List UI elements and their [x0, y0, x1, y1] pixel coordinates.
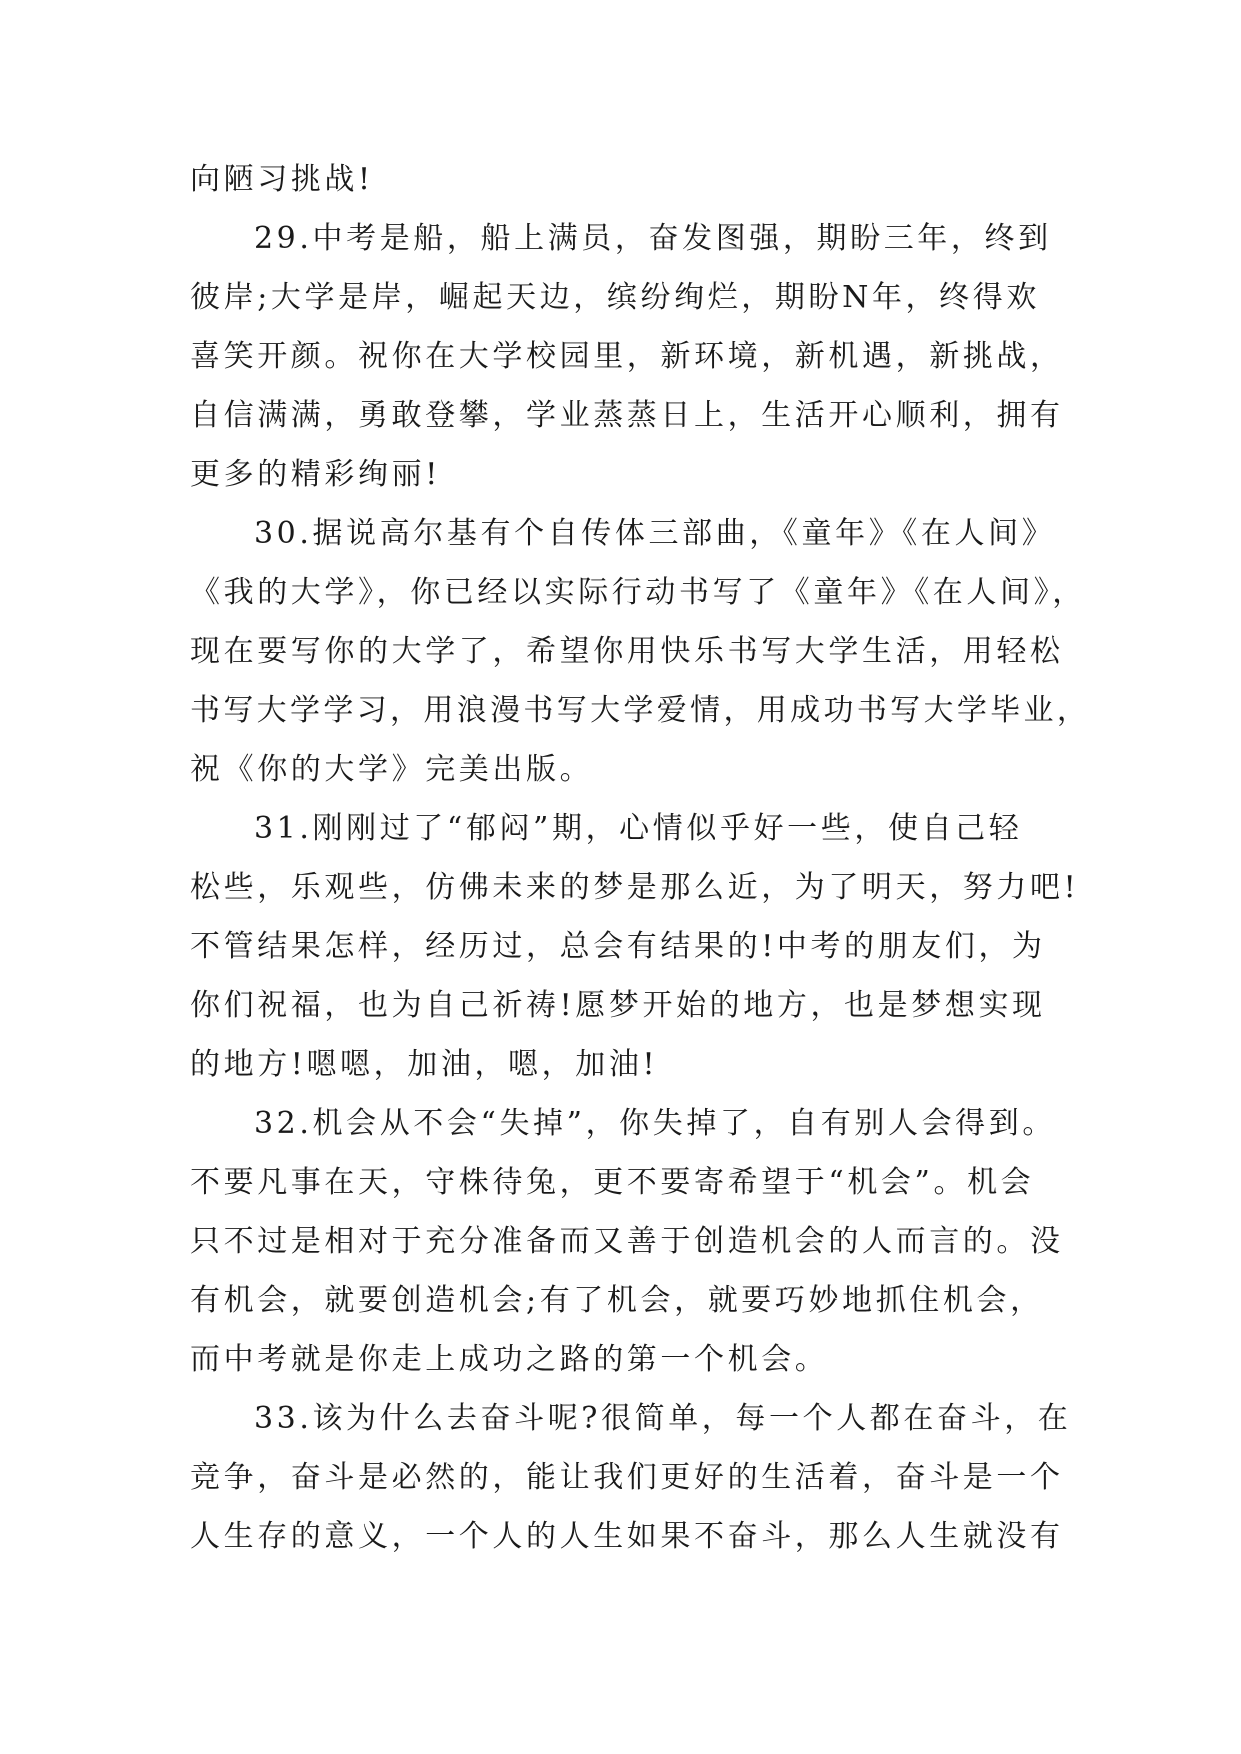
text-line: 32.机会从不会“失掉”，你失掉了，自有别人会得到。: [254, 1106, 1056, 1141]
text-line: 《我的大学》，你已经以实际行动书写了《童年》《在人间》，: [190, 575, 1086, 610]
text-line: 祝《你的大学》完美出版。: [190, 752, 594, 787]
text-line: 而中考就是你走上成功之路的第一个机会。: [190, 1342, 829, 1377]
text-line: 不管结果怎样，经历过，总会有结果的!中考的朋友们，为: [190, 929, 1046, 964]
text-line: 向陋习挑战!: [190, 162, 374, 197]
paragraph-32: [190, 1094, 1070, 1389]
text-line: 有机会，就要创造机会;有了机会，就要巧妙地抓住机会，: [190, 1283, 1044, 1318]
text-line: 人生存的意义，一个人的人生如果不奋斗，那么人生就没有: [190, 1519, 1064, 1554]
text-line: 喜笑开颜。祝你在大学校园里，新环境，新机遇，新挑战，: [190, 339, 1064, 374]
paragraph-31: [190, 799, 1080, 1094]
paragraph-continuation: [190, 150, 1070, 209]
text-line: 33.该为什么去奋斗呢?很简单，每一个人都在奋斗，在: [254, 1401, 1072, 1436]
text-line: 现在要写你的大学了，希望你用快乐书写大学生活，用轻松: [190, 634, 1064, 669]
text-line: 书写大学学习，用浪漫书写大学爱情，用成功书写大学毕业，: [190, 693, 1091, 728]
text-line: 的地方!嗯嗯，加油，嗯，加油!: [190, 1047, 659, 1082]
text-line: 松些，乐观些，仿佛未来的梦是那么近，为了明天，努力吧!: [190, 870, 1080, 905]
paragraph-33: [190, 1389, 1070, 1566]
text-line: 竞争，奋斗是必然的，能让我们更好的生活着，奋斗是一个: [190, 1460, 1064, 1495]
paragraph-30: [190, 504, 1091, 799]
text-line: 你们祝福，也为自己祈祷!愿梦开始的地方，也是梦想实现: [190, 988, 1046, 1023]
text-line: 更多的精彩绚丽!: [190, 457, 441, 492]
text-line: 彼岸;大学是岸，崛起天边，缤纷绚烂，期盼N年，终得欢: [190, 280, 1040, 315]
text-line: 只不过是相对于充分准备而又善于创造机会的人而言的。没: [190, 1224, 1064, 1259]
text-line: 不要凡事在天，守株待兔，更不要寄希望于“机会”。机会: [190, 1165, 1035, 1200]
paragraph-29: [190, 209, 1070, 504]
text-line: 29.中考是船，船上满员，奋发图强，期盼三年，终到: [254, 221, 1052, 256]
document-page: [190, 150, 1091, 1566]
text-line: 31.刚刚过了“郁闷”期，心情似乎好一些，使自己轻: [254, 811, 1023, 846]
text-line: 30.据说高尔基有个自传体三部曲，《童年》《在人间》: [254, 516, 1056, 551]
text-line: 自信满满，勇敢登攀，学业蒸蒸日上，生活开心顺利，拥有: [190, 398, 1064, 433]
